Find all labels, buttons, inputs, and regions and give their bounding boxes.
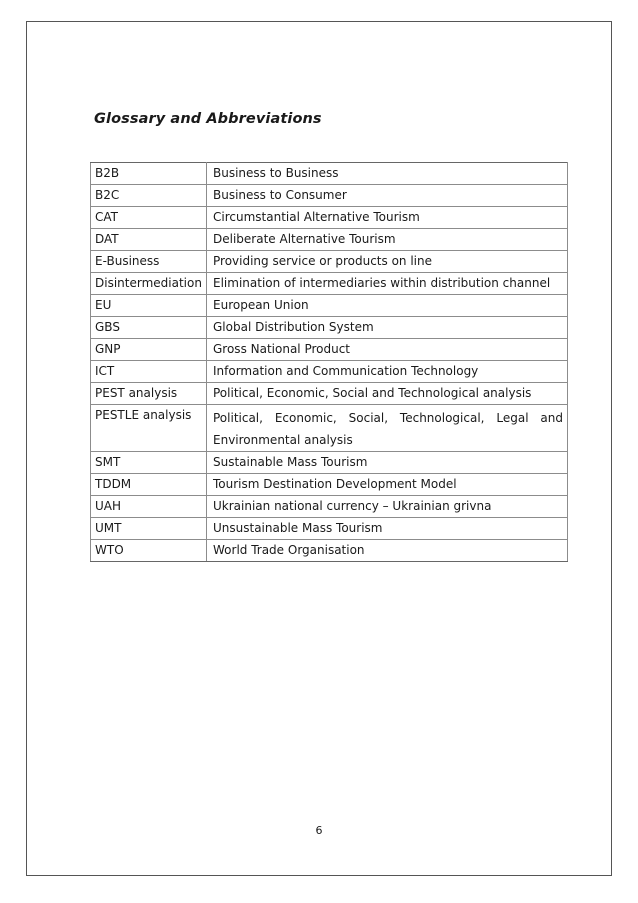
glossary-definition: Global Distribution System bbox=[207, 317, 568, 339]
glossary-definition: Deliberate Alternative Tourism bbox=[207, 229, 568, 251]
glossary-definition: Tourism Destination Development Model bbox=[207, 474, 568, 496]
glossary-term: B2B bbox=[91, 163, 207, 185]
glossary-term: WTO bbox=[91, 540, 207, 562]
table-row bbox=[91, 317, 568, 339]
glossary-definition: Political, Economic, Social, Technological, Legal and Environmental analysis bbox=[207, 405, 568, 452]
table-row bbox=[91, 540, 568, 562]
glossary-definition: Providing service or products on line bbox=[207, 251, 568, 273]
glossary-definition: Elimination of intermediaries within distribution channel bbox=[207, 273, 568, 295]
glossary-definition: Business to Consumer bbox=[207, 185, 568, 207]
glossary-term: ICT bbox=[91, 361, 207, 383]
glossary-term: Disintermediation bbox=[91, 273, 207, 295]
table-row bbox=[91, 295, 568, 317]
table-row bbox=[91, 474, 568, 496]
table-row bbox=[91, 185, 568, 207]
glossary-term: PESTLE analysis bbox=[91, 405, 207, 452]
table-row bbox=[91, 405, 568, 452]
table-row bbox=[91, 518, 568, 540]
glossary-term: EU bbox=[91, 295, 207, 317]
table-row bbox=[91, 496, 568, 518]
page-number: 6 bbox=[315, 824, 323, 837]
glossary-definition: Business to Business bbox=[207, 163, 568, 185]
glossary-term: UMT bbox=[91, 518, 207, 540]
table-row bbox=[91, 163, 568, 185]
table-row bbox=[91, 339, 568, 361]
glossary-definition: Political, Economic, Social and Technological analysis bbox=[207, 383, 568, 405]
glossary-definition: Circumstantial Alternative Tourism bbox=[207, 207, 568, 229]
table-row bbox=[91, 383, 568, 405]
glossary-table bbox=[90, 162, 568, 562]
table-row bbox=[91, 229, 568, 251]
glossary-term: B2C bbox=[91, 185, 207, 207]
glossary-term: GBS bbox=[91, 317, 207, 339]
table-row bbox=[91, 452, 568, 474]
glossary-term: PEST analysis bbox=[91, 383, 207, 405]
page-title: Glossary and Abbreviations bbox=[94, 111, 322, 127]
glossary-definition: European Union bbox=[207, 295, 568, 317]
table-row bbox=[91, 207, 568, 229]
table-row bbox=[91, 251, 568, 273]
glossary-term: UAH bbox=[91, 496, 207, 518]
table-row bbox=[91, 361, 568, 383]
glossary-definition: Gross National Product bbox=[207, 339, 568, 361]
table-row bbox=[91, 273, 568, 295]
glossary-definition: Sustainable Mass Tourism bbox=[207, 452, 568, 474]
glossary-term: GNP bbox=[91, 339, 207, 361]
glossary-term: CAT bbox=[91, 207, 207, 229]
glossary-definition: Ukrainian national currency – Ukrainian grivna bbox=[207, 496, 568, 518]
glossary-term: SMT bbox=[91, 452, 207, 474]
glossary-term: E-Business bbox=[91, 251, 207, 273]
glossary-definition: Information and Communication Technology bbox=[207, 361, 568, 383]
glossary-term: DAT bbox=[91, 229, 207, 251]
glossary-term: TDDM bbox=[91, 474, 207, 496]
glossary-definition: World Trade Organisation bbox=[207, 540, 568, 562]
glossary-definition: Unsustainable Mass Tourism bbox=[207, 518, 568, 540]
